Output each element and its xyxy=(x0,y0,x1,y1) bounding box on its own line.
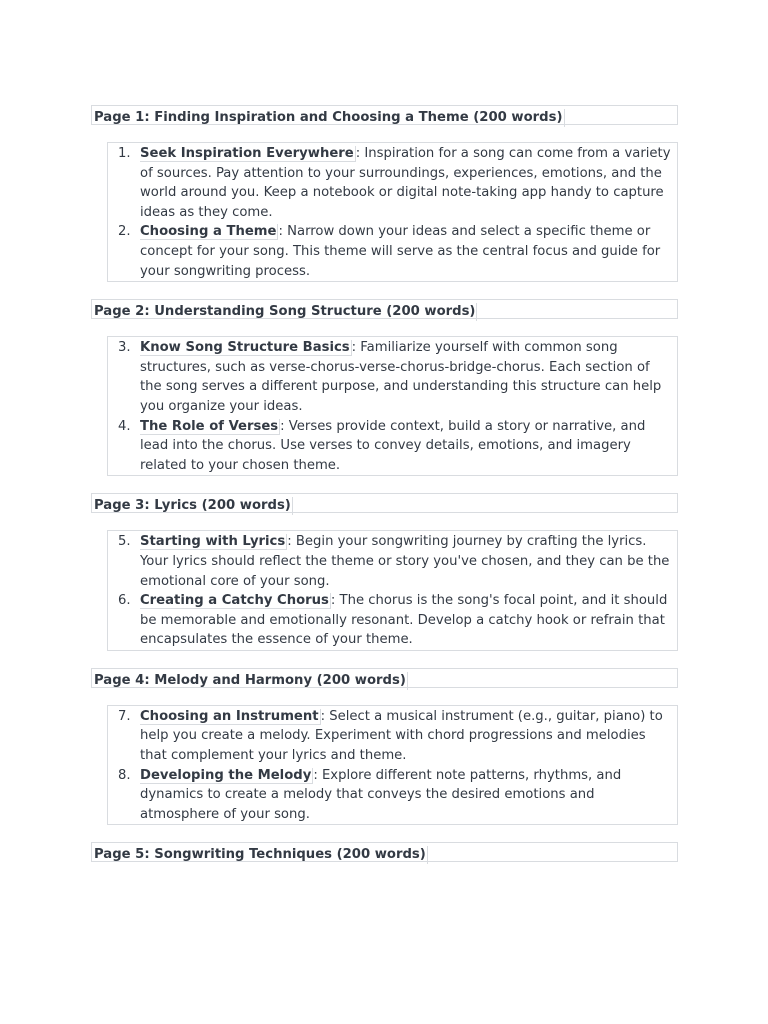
section-heading-text: Page 5: Songwriting Techniques (200 words) xyxy=(94,847,426,863)
numbered-list xyxy=(107,705,678,826)
list-item-text: : Inspiration for a song can come from a variety of sources. Pay attention to your surroundings, experiences, emotions, and the world around you. Keep a notebook or digital note-taking app handy to capture ideas as they come. xyxy=(140,146,671,220)
list-item-number: 3. xyxy=(118,340,131,356)
list-item xyxy=(108,766,673,825)
list-item-text: : Familiarize yourself with common song structures, such as verse-chorus-verse-chorus-bridge-chorus. Each section of the song serves a different purpose, and understanding this structure can help you organize your ideas. xyxy=(140,340,662,414)
list-item-number: 6. xyxy=(118,593,131,609)
list-item-term: Choosing an Instrument xyxy=(140,708,319,724)
list-item-term: Know Song Structure Basics xyxy=(140,340,350,356)
list-item xyxy=(108,417,673,476)
numbered-list xyxy=(107,530,678,651)
list-item xyxy=(108,707,673,766)
numbered-list xyxy=(107,142,678,282)
list-item-term: Developing the Melody xyxy=(140,767,312,783)
list-item-term: The Role of Verses xyxy=(140,418,279,434)
list-item-text: : Narrow down your ideas and select a specific theme or concept for your song. This theme will serve as the central focus and guide for your songwriting process. xyxy=(140,224,661,279)
section-heading-text: Page 4: Melody and Harmony (200 words) xyxy=(94,672,406,688)
list-item-term: Seek Inspiration Everywhere xyxy=(140,146,354,161)
list-item-term: Choosing a Theme xyxy=(140,224,277,240)
list-item-term: Creating a Catchy Chorus xyxy=(140,593,329,609)
section-heading xyxy=(91,299,678,319)
section-heading-text: Page 1: Finding Inspiration and Choosing a Theme (200 words) xyxy=(94,110,563,125)
list-item-text: : Verses provide context, build a story or narrative, and lead into the chorus. Use verses to convey details, emotions, and imagery related to your chosen theme. xyxy=(140,418,646,473)
document-body xyxy=(91,105,678,879)
list-item xyxy=(108,144,673,222)
list-item-number: 8. xyxy=(118,767,131,783)
list-item-text: : Begin your songwriting journey by crafting the lyrics. Your lyrics should reflect the theme or story you've chosen, and they can be the emotional core of your song. xyxy=(140,534,670,589)
section-heading xyxy=(91,105,678,125)
list-item-number: 4. xyxy=(118,418,131,434)
list-item xyxy=(108,532,673,591)
section-heading xyxy=(91,668,678,688)
section-heading-text: Page 2: Understanding Song Structure (200 words) xyxy=(94,304,476,320)
list-item-number: 7. xyxy=(118,708,131,724)
list-item-text: : Explore different note patterns, rhythms, and dynamics to create a melody that conveys the desired emotions and atmosphere of your song. xyxy=(140,767,622,822)
list-item xyxy=(108,222,673,281)
numbered-list xyxy=(107,336,678,476)
list-item-number: 5. xyxy=(118,534,131,550)
list-item-number: 2. xyxy=(118,224,131,240)
list-item-number: 1. xyxy=(118,146,131,161)
list-item-text: : Select a musical instrument (e.g., guitar, piano) to help you create a melody. Experiment with chord progressions and melodies that complement your lyrics and theme. xyxy=(140,708,663,764)
section-heading xyxy=(91,842,678,862)
list-item xyxy=(108,338,673,416)
section-heading xyxy=(91,493,678,513)
list-item-text: : The chorus is the song's focal point, and it should be memorable and emotionally resonant. Develop a catchy hook or refrain that encapsulates the essence of your theme. xyxy=(140,593,668,648)
section-heading-text: Page 3: Lyrics (200 words) xyxy=(94,498,291,514)
list-item-term: Starting with Lyrics xyxy=(140,534,286,550)
list-item xyxy=(108,591,673,650)
